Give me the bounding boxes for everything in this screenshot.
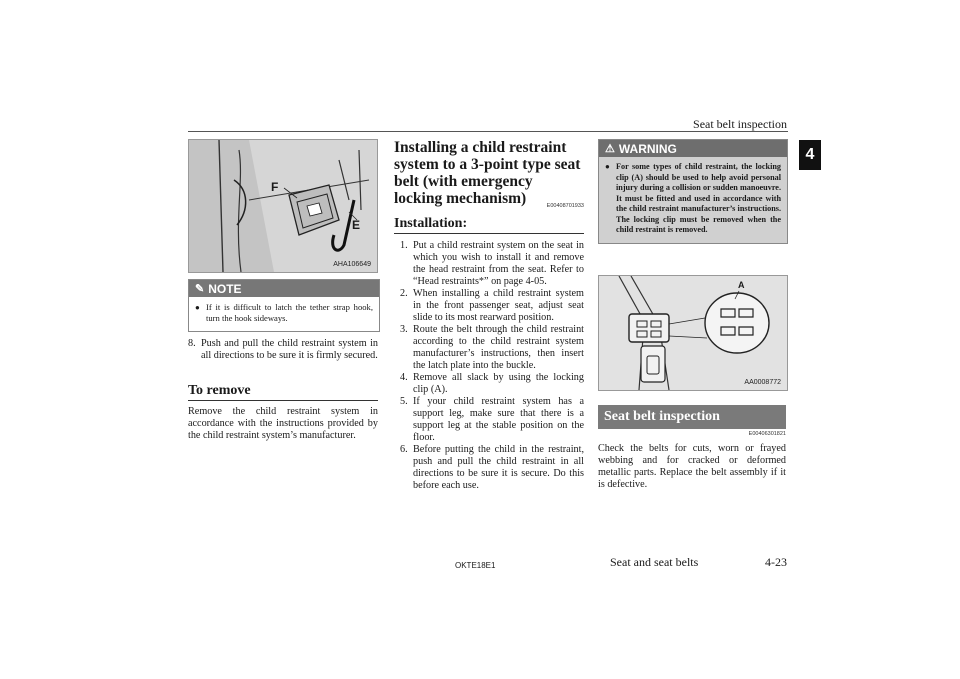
note-text: If it is difficult to latch the tether strap hook, turn the hook sideways. <box>206 302 373 323</box>
chapter-tab: 4 <box>799 140 821 170</box>
figure-label-e: E <box>352 218 361 232</box>
bullet-icon: ● <box>605 162 610 171</box>
warning-icon: ⚠ <box>605 143 615 155</box>
step-2 <box>400 288 584 324</box>
step-8 <box>188 338 378 362</box>
step-4 <box>400 372 584 396</box>
step-text: When installing a child restraint system in the front passenger seat, adjust seat slide to its most rearward position. <box>413 288 584 323</box>
figure-code: AA0008772 <box>744 379 781 386</box>
installation-heading: Installation: <box>394 216 584 234</box>
step-number: 3. <box>400 324 408 335</box>
warning-body <box>599 157 787 243</box>
warning-text: For some types of child restraint, the locking clip (A) should be used to help avoid personal injury during a collision or sudden manoeuvre. It must be fitted and used in accordance with the child restraint manufacturer’s instructions. The locking clip must be removed when the child restraint is removed. <box>616 162 781 234</box>
figure-label-a: A <box>738 280 745 290</box>
step-1 <box>400 240 584 288</box>
step-text: Put a child restraint system on the seat in which you wish to install it and remove the head restraint from the seat. Refer to “Head restraints*” on page 4-05. <box>413 240 584 287</box>
header-rule <box>188 131 788 132</box>
step-text: Remove all slack by using the locking clip (A). <box>413 372 584 395</box>
tether-hook-figure <box>188 139 378 273</box>
step-text: Push and pull the child restraint system in all directions to be sure it is firmly secured. <box>201 338 378 361</box>
step-number: 8. <box>188 338 196 349</box>
bullet-icon: ● <box>195 303 200 312</box>
warning-header <box>599 140 787 157</box>
step-text: Before putting the child in the restraint, push and pull the child restraint in all directions to be sure it is secure. Do this before each use. <box>413 444 584 491</box>
page-footer <box>610 555 787 570</box>
step-number: 1. <box>400 240 408 251</box>
figure-code: AHA106649 <box>333 261 371 268</box>
note-body <box>189 297 379 331</box>
warning-box <box>598 139 788 244</box>
step-3 <box>400 324 584 372</box>
note-icon: ✎ <box>195 283 205 295</box>
doc-code: OKTE18E1 <box>455 561 496 570</box>
locking-clip-figure <box>598 275 788 391</box>
to-remove-heading: To remove <box>188 383 378 401</box>
remove-paragraph: Remove the child restraint system in accordance with the instructions provided by the child restraint system’s manufacturer. <box>188 406 378 441</box>
section-code: E00408701933 <box>546 203 584 209</box>
step-6 <box>400 444 584 492</box>
step-number: 4. <box>400 372 408 383</box>
page-number: 4-23 <box>765 555 787 569</box>
note-box <box>188 279 380 332</box>
installation-steps <box>394 240 584 492</box>
section-heading: Installing a child restraint system to a 3-point type seat belt (with emergency locking mechanism) <box>394 139 581 207</box>
step-text: If your child restraint system has a support leg, make sure that there is a support leg at the stable position on the floor. <box>413 396 584 443</box>
inspection-paragraph: Check the belts for cuts, worn or frayed webbing and for cracked or deformed metallic parts. Replace the belt assembly if it is defective. <box>598 443 786 490</box>
inspection-code: E00406301821 <box>748 431 786 437</box>
step-5 <box>400 396 584 444</box>
step-text: Route the belt through the child restraint according to the child restraint system manufacturer’s instructions, then insert the latch plate into the buckle. <box>413 324 584 371</box>
step-number: 6. <box>400 444 408 455</box>
warning-title: WARNING <box>618 141 677 156</box>
step-number: 2. <box>400 288 408 299</box>
figure-label-f: F <box>271 180 279 194</box>
note-header <box>189 280 379 297</box>
section-name: Seat and seat belts <box>610 555 699 569</box>
note-title: NOTE <box>208 281 242 296</box>
running-header: Seat belt inspection <box>693 117 787 131</box>
seat-belt-inspection-title: Seat belt inspection <box>598 405 786 429</box>
step-number: 5. <box>400 396 408 407</box>
